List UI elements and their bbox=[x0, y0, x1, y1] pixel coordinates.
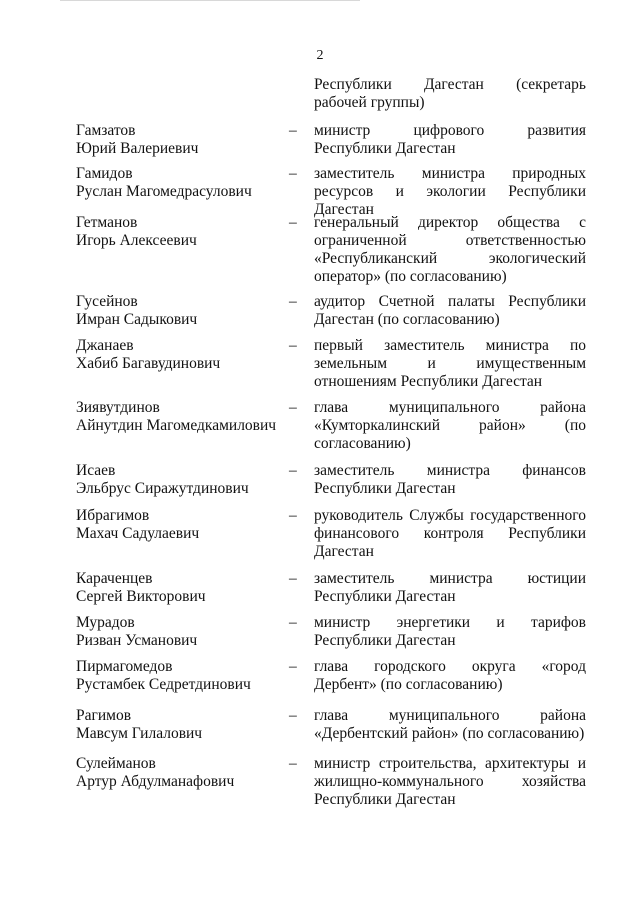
member-surname: Мурадов bbox=[76, 614, 135, 631]
member-position: заместитель министра финансов Республики Дагестан bbox=[314, 462, 586, 497]
member-surname: Гусейнов bbox=[76, 293, 138, 310]
member-given-name: Мавсум Гилалович bbox=[76, 725, 203, 742]
member-given-name: Игорь Алексеевич bbox=[76, 232, 197, 249]
dash-separator: – bbox=[289, 570, 297, 587]
member-name bbox=[76, 507, 199, 543]
member-position: глава городского округа «город Дербент» (по согласованию) bbox=[314, 658, 586, 693]
scan-edge-line bbox=[60, 0, 360, 1]
member-surname: Исаев bbox=[76, 462, 116, 479]
member-name bbox=[76, 399, 276, 435]
member-position: заместитель министра юстиции Республики Дагестан bbox=[314, 570, 586, 605]
member-name bbox=[76, 614, 197, 650]
member-surname: Джанаев bbox=[76, 337, 134, 354]
member-position: первый заместитель министра по земельным и имущественным отношениям Республики Дагестан bbox=[314, 337, 586, 390]
member-name bbox=[76, 658, 251, 694]
member-position: министр энергетики и тарифов Республики Дагестан bbox=[314, 614, 586, 649]
member-given-name: Хабиб Багавудинович bbox=[76, 355, 221, 372]
dash-separator: – bbox=[289, 214, 297, 231]
dash-separator: – bbox=[289, 755, 297, 772]
member-position: заместитель министра природных ресурсов и экологии Республики Дагестан bbox=[314, 165, 586, 218]
member-surname: Пирмагомедов bbox=[76, 658, 173, 675]
member-name bbox=[76, 293, 197, 329]
member-given-name: Юрий Валериевич bbox=[76, 140, 199, 157]
member-position: руководитель Службы государственного финансового контроля Республики Дагестан bbox=[314, 507, 586, 560]
page-number: 2 bbox=[316, 48, 324, 63]
member-name bbox=[76, 570, 206, 606]
member-given-name: Сергей Викторович bbox=[76, 588, 206, 605]
member-position: министр строительства, архитектуры и жилищно-коммунального хозяйства Республики Дагестан bbox=[314, 755, 586, 808]
dash-separator: – bbox=[289, 614, 297, 631]
member-surname: Гетманов bbox=[76, 214, 138, 231]
member-surname: Рагимов bbox=[76, 707, 132, 724]
member-position: глава муниципального района «Дербентский район» (по согласованию) bbox=[314, 707, 586, 742]
member-given-name: Ризван Усманович bbox=[76, 632, 198, 649]
dash-separator: – bbox=[289, 293, 297, 310]
dash-separator: – bbox=[289, 337, 297, 354]
member-position: глава муниципального района «Кумторкалинский район» (по согласованию) bbox=[314, 399, 586, 452]
member-surname: Гамидов bbox=[76, 165, 133, 182]
member-name bbox=[76, 707, 202, 743]
member-name bbox=[76, 337, 220, 373]
member-name bbox=[76, 755, 234, 791]
member-given-name: Рустамбек Седретдинович bbox=[76, 676, 251, 693]
dash-separator: – bbox=[289, 658, 297, 675]
member-surname: Зиявутдинов bbox=[76, 399, 160, 416]
member-given-name: Руслан Магомедрасулович bbox=[76, 183, 252, 200]
member-surname: Гамзатов bbox=[76, 122, 136, 139]
member-surname: Сулейманов bbox=[76, 755, 156, 772]
member-given-name: Имран Садыкович bbox=[76, 311, 198, 328]
dash-separator: – bbox=[289, 165, 297, 182]
dash-separator: – bbox=[289, 462, 297, 479]
member-surname: Караченцев bbox=[76, 570, 153, 587]
member-surname: Ибрагимов bbox=[76, 507, 150, 524]
member-name bbox=[76, 462, 249, 498]
dash-separator: – bbox=[289, 507, 297, 524]
member-position: аудитор Счетной палаты Республики Дагестан (по согласованию) bbox=[314, 293, 586, 328]
member-name bbox=[76, 122, 198, 158]
member-position: министр цифрового развития Республики Дагестан bbox=[314, 122, 586, 157]
dash-separator: – bbox=[289, 122, 297, 139]
member-name bbox=[76, 214, 197, 250]
member-given-name: Эльбрус Сиражутдинович bbox=[76, 480, 249, 497]
member-position: генеральный директор общества с ограниченной ответственностью «Республиканский экологический оператор» (по согласованию) bbox=[314, 214, 586, 285]
dash-separator: – bbox=[289, 399, 297, 416]
member-given-name: Айнутдин Магомедкамилович bbox=[76, 417, 277, 434]
member-given-name: Артур Абдулманафович bbox=[76, 773, 235, 790]
continued-position-text: Республики Дагестан (секретарь рабочей группы) bbox=[314, 76, 586, 111]
member-name bbox=[76, 165, 252, 201]
member-given-name: Махач Садулаевич bbox=[76, 525, 200, 542]
dash-separator: – bbox=[289, 707, 297, 724]
